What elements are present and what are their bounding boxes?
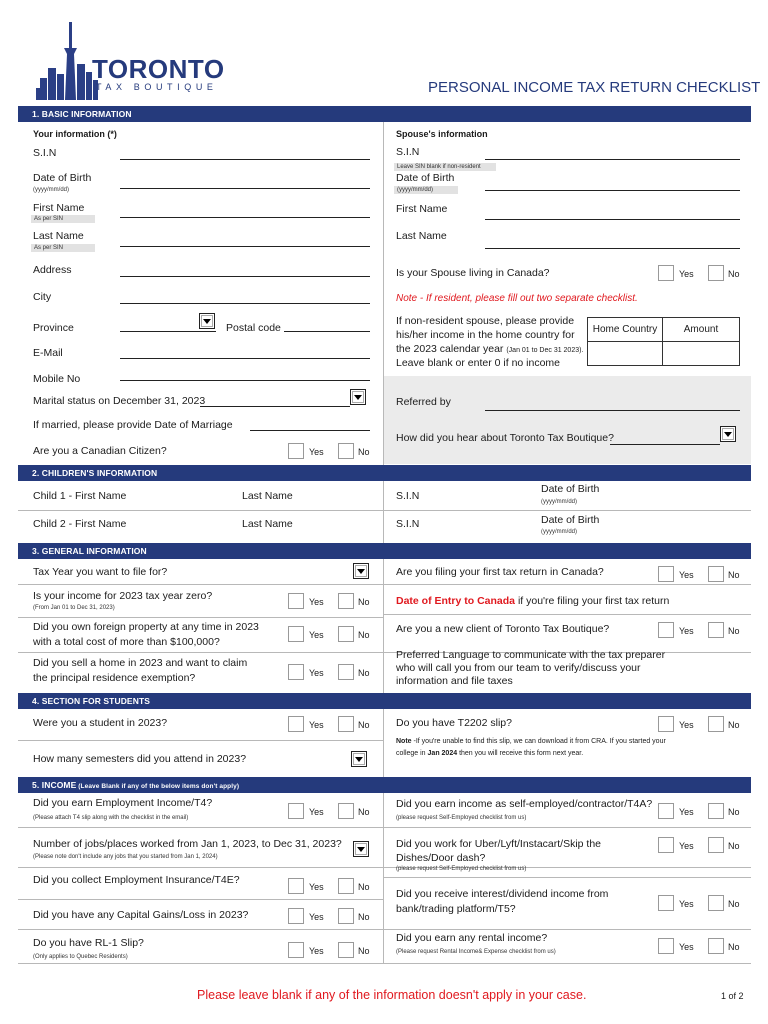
t2202-question: Do you have T2202 slip?: [396, 717, 512, 729]
t2202-no-label: No: [728, 720, 740, 730]
spouse-first-name-field[interactable]: [485, 219, 740, 220]
home-sale-yes-checkbox[interactable]: [288, 664, 304, 680]
language-text-1: Preferred Language to communicate with the tax preparer: [396, 649, 666, 661]
section-children-header: 2. CHILDREN'S INFORMATION: [18, 465, 751, 481]
home-sale-no-label: No: [358, 668, 370, 678]
dob-hint: (yyyy/mm/dd): [33, 187, 69, 193]
first-return-yes-checkbox[interactable]: [658, 566, 674, 582]
gig-work-question-2: Dishes/Door dash?: [396, 852, 486, 864]
spouse-last-name-field[interactable]: [485, 248, 740, 249]
spouse-info-heading: Spouse's information: [396, 129, 488, 139]
email-field[interactable]: [120, 358, 370, 359]
student-no-label: No: [358, 720, 370, 730]
amount-header: Amount: [663, 318, 740, 342]
new-client-yes-label: Yes: [679, 626, 694, 636]
t2202-no-checkbox[interactable]: [708, 716, 724, 732]
ei-no-checkbox[interactable]: [338, 878, 354, 894]
child2-first-name-label: Child 2 - First Name: [33, 518, 127, 530]
new-client-yes-checkbox[interactable]: [658, 622, 674, 638]
city-field[interactable]: [120, 303, 370, 304]
nonresident-text-3: the 2023 calendar year (Jan 01 to Dec 31 2023).: [396, 343, 584, 355]
citizen-no-checkbox[interactable]: [338, 443, 354, 459]
spouse-sin-field[interactable]: [485, 159, 740, 160]
referral-panel: [383, 376, 751, 464]
first-name-hint: As per SIN: [31, 215, 95, 223]
ei-question: Did you collect Employment Insurance/T4E?: [33, 874, 240, 886]
sin-label: S.I.N: [33, 147, 57, 159]
rental-question: Did you earn any rental income?: [396, 932, 548, 944]
t4-hint: (Please attach T4 slip along with the checklist in the email): [33, 815, 189, 821]
zero-income-no-checkbox[interactable]: [338, 593, 354, 609]
self-yes-checkbox[interactable]: [658, 803, 674, 819]
gig-no-checkbox[interactable]: [708, 837, 724, 853]
rental-yes-label: Yes: [679, 942, 694, 952]
nonresident-income-table: [587, 317, 740, 366]
income-row4-divider: [18, 929, 751, 930]
entry-date-label: Date of Entry to Canada if you're filing your first tax return: [396, 595, 670, 607]
student-yes-label: Yes: [309, 720, 324, 730]
marital-status-dropdown[interactable]: [350, 389, 366, 405]
citizen-question: Are you a Canadian Citizen?: [33, 445, 167, 457]
first-return-no-checkbox[interactable]: [708, 566, 724, 582]
hear-about-field[interactable]: [610, 444, 720, 445]
logo-wordmark: TORONTO: [92, 54, 225, 84]
child1-dob-hint: (yyyy/mm/dd): [541, 499, 577, 505]
column-divider-s5: [383, 793, 384, 963]
foreign-yes-checkbox[interactable]: [288, 626, 304, 642]
jobs-question: Number of jobs/places worked from Jan 1, 2023, to Dec 31, 2023?: [33, 838, 342, 850]
interest-yes-checkbox[interactable]: [658, 895, 674, 911]
gen-row2-right-divider: [383, 614, 751, 615]
mobile-field[interactable]: [120, 380, 370, 381]
foreign-property-question-1: Did you own foreign property at any time in 2023: [33, 621, 259, 633]
new-client-no-label: No: [728, 626, 740, 636]
section-general-header: 3. GENERAL INFORMATION: [18, 543, 751, 559]
t4-question: Did you earn Employment Income/T4?: [33, 797, 213, 809]
interest-no-label: No: [728, 899, 740, 909]
your-info-heading: Your information (*): [33, 129, 117, 139]
resident-note: Note - If resident, please fill out two separate checklist.: [396, 293, 638, 304]
child1-first-name-label: Child 1 - First Name: [33, 490, 127, 502]
income-row1-divider: [18, 827, 751, 828]
last-name-hint: As per SIN: [31, 244, 95, 252]
zero-income-yes-checkbox[interactable]: [288, 593, 304, 609]
first-return-no-label: No: [728, 570, 740, 580]
province-label: Province: [33, 322, 74, 334]
section-income-header: 5. INCOME (Leave Blank if any of the below items don't apply): [18, 777, 751, 793]
marital-status-field[interactable]: [200, 406, 350, 407]
citizen-yes-label: Yes: [309, 447, 324, 457]
capital-gains-question: Did you have any Capital Gains/Loss in 2023?: [33, 909, 249, 921]
t4-no-label: No: [358, 807, 370, 817]
jobs-hint: (Please note don't include any jobs that you started from Jan 1, 2024): [33, 854, 218, 860]
t2202-note-line-1: Note -If you're unable to find this slip, we can download it from CRA. If you started your: [396, 738, 666, 745]
zero-income-question: Is your income for 2023 tax year zero?: [33, 590, 213, 602]
spouse-dob-field[interactable]: [485, 190, 740, 191]
first-name-label: First Name: [33, 202, 85, 214]
home-country-input[interactable]: [588, 342, 663, 366]
self-yes-label: Yes: [679, 807, 694, 817]
nonresident-text-4: Leave blank or enter 0 if no income: [396, 357, 561, 369]
dob-label: Date of Birth: [33, 172, 92, 184]
rl1-question: Do you have RL-1 Slip?: [33, 937, 144, 949]
column-divider-s3: [383, 559, 384, 693]
section-basic-info-header: 1. BASIC INFORMATION: [18, 106, 751, 122]
t2202-note-line-2: college in Jan 2024 then you will receive this form next year.: [396, 750, 584, 757]
foreign-no-checkbox[interactable]: [338, 626, 354, 642]
t4-no-checkbox[interactable]: [338, 803, 354, 819]
section-students-header: 4. SECTION FOR STUDENTS: [18, 693, 751, 709]
address-field[interactable]: [120, 276, 370, 277]
self-no-checkbox[interactable]: [708, 803, 724, 819]
marriage-date-field[interactable]: [250, 430, 370, 431]
rental-no-label: No: [728, 942, 740, 952]
footer-note: Please leave blank if any of the information doesn't apply in your case.: [197, 988, 587, 1002]
email-label: E-Mail: [33, 347, 63, 359]
interest-yes-label: Yes: [679, 899, 694, 909]
capgain-no-checkbox[interactable]: [338, 908, 354, 924]
hear-about-dropdown[interactable]: [720, 426, 736, 442]
amount-input[interactable]: [663, 342, 740, 366]
postal-code-label: Postal code: [226, 322, 281, 334]
foreign-no-label: No: [358, 630, 370, 640]
rental-hint: (Please request Rental Income& Expense checklist from us): [396, 949, 556, 955]
income-bottom-divider: [18, 963, 751, 964]
language-text-2: who will call you from our team to verify/discuss your: [396, 662, 641, 674]
column-divider-s4: [383, 709, 384, 777]
home-country-header: Home Country: [588, 318, 663, 342]
first-return-question: Are you filing your first tax return in Canada?: [396, 566, 604, 578]
tax-year-dropdown[interactable]: [353, 563, 369, 579]
child2-dob-hint: (yyyy/mm/dd): [541, 529, 577, 535]
gig-yes-label: Yes: [679, 841, 694, 851]
citizen-no-label: No: [358, 447, 370, 457]
zero-income-no-label: No: [358, 597, 370, 607]
self-employed-question: Did you earn income as self-employed/contractor/T4A?: [396, 798, 653, 810]
marital-status-label: Marital status on December 31, 2023: [33, 395, 206, 407]
referred-by-field[interactable]: [485, 410, 740, 411]
child1-dob-label: Date of Birth: [541, 483, 600, 495]
zero-income-hint: (From Jan 01 to Dec 31, 2023): [33, 605, 115, 611]
semesters-dropdown[interactable]: [351, 751, 367, 767]
last-name-field[interactable]: [120, 246, 370, 247]
ei-yes-label: Yes: [309, 882, 324, 892]
interest-no-checkbox[interactable]: [708, 895, 724, 911]
home-sale-question-2: the principal residence exemption?: [33, 672, 196, 684]
gen-row1-divider: [18, 584, 751, 585]
spouse-sin-hint: Leave SIN blank if non-resident: [394, 163, 496, 171]
new-client-no-checkbox[interactable]: [708, 622, 724, 638]
child2-last-name-label: Last Name: [242, 518, 293, 530]
mobile-label: Mobile No: [33, 373, 81, 385]
rl1-no-label: No: [358, 946, 370, 956]
spouse-living-yes-checkbox[interactable]: [658, 265, 674, 281]
student-no-checkbox[interactable]: [338, 716, 354, 732]
income-row2-divider: [18, 867, 751, 868]
rl1-yes-checkbox[interactable]: [288, 942, 304, 958]
spouse-dob-label: Date of Birth: [396, 172, 455, 184]
capgain-yes-checkbox[interactable]: [288, 908, 304, 924]
home-sale-no-checkbox[interactable]: [338, 664, 354, 680]
tax-year-question: Tax Year you want to file for?: [33, 566, 168, 578]
ei-no-label: No: [358, 882, 370, 892]
home-sale-question-1: Did you sell a home in 2023 and want to claim: [33, 657, 248, 669]
spouse-living-yes-label: Yes: [679, 269, 694, 279]
t2202-yes-checkbox[interactable]: [658, 716, 674, 732]
gig-yes-checkbox[interactable]: [658, 837, 674, 853]
self-employed-hint: (please request Self-Employed checklist from us): [396, 815, 527, 821]
capgain-no-label: No: [358, 912, 370, 922]
spouse-living-no-label: No: [728, 269, 740, 279]
gig-work-hint: (please request Self-Employed checklist from us): [396, 866, 527, 872]
child1-sin-label: S.I.N: [396, 490, 420, 502]
page-number: 1 of 2: [721, 991, 744, 1001]
spouse-first-name-label: First Name: [396, 203, 448, 215]
interest-question-1: Did you receive interest/dividend income from: [396, 888, 609, 900]
rental-yes-checkbox[interactable]: [658, 938, 674, 954]
t4-yes-checkbox[interactable]: [288, 803, 304, 819]
first-name-field[interactable]: [120, 217, 370, 218]
province-dropdown[interactable]: [199, 313, 215, 329]
nonresident-text-1: If non-resident spouse, please provide: [396, 315, 575, 327]
spouse-last-name-label: Last Name: [396, 230, 447, 242]
t2202-yes-label: Yes: [679, 720, 694, 730]
child1-row-divider: [18, 510, 751, 511]
address-label: Address: [33, 264, 72, 276]
page-title: PERSONAL INCOME TAX RETURN CHECKLIST: [428, 79, 761, 96]
rl1-no-checkbox[interactable]: [338, 942, 354, 958]
hear-about-label: How did you hear about Toronto Tax Boutique?: [396, 432, 614, 444]
zero-income-yes-label: Yes: [309, 597, 324, 607]
student-question: Were you a student in 2023?: [33, 717, 168, 729]
gen-row2-left-divider: [18, 617, 383, 618]
rental-no-checkbox[interactable]: [708, 938, 724, 954]
company-logo: [36, 20, 232, 102]
child2-dob-label: Date of Birth: [541, 514, 600, 526]
capgain-yes-label: Yes: [309, 912, 324, 922]
student-row-divider: [18, 740, 383, 741]
t4-yes-label: Yes: [309, 807, 324, 817]
gig-work-question-1: Did you work for Uber/Lyft/Instacart/Skip the: [396, 838, 602, 850]
sin-field[interactable]: [120, 159, 370, 160]
column-divider: [383, 122, 384, 465]
last-name-label: Last Name: [33, 230, 84, 242]
child2-sin-label: S.I.N: [396, 518, 420, 530]
referred-by-label: Referred by: [396, 396, 451, 408]
self-no-label: No: [728, 807, 740, 817]
income-row3-right-divider: [383, 877, 751, 878]
marriage-date-label: If married, please provide Date of Marriage: [33, 419, 233, 431]
foreign-property-question-2: with a total cost of more than $100,000?: [33, 636, 220, 648]
rl1-yes-label: Yes: [309, 946, 324, 956]
nonresident-text-2: his/her income in the home country for: [396, 329, 575, 341]
student-yes-checkbox[interactable]: [288, 716, 304, 732]
semesters-question: How many semesters did you attend in 2023?: [33, 753, 247, 765]
foreign-yes-label: Yes: [309, 630, 324, 640]
spouse-living-question: Is your Spouse living in Canada?: [396, 267, 550, 279]
citizen-yes-checkbox[interactable]: [288, 443, 304, 459]
new-client-question: Are you a new client of Toronto Tax Boutique?: [396, 623, 610, 635]
rl1-hint: (Only applies to Quebec Residents): [33, 954, 128, 960]
spouse-living-no-checkbox[interactable]: [708, 265, 724, 281]
ei-yes-checkbox[interactable]: [288, 878, 304, 894]
interest-question-2: bank/trading platform/T5?: [396, 903, 516, 915]
spouse-dob-hint: (yyyy/mm/dd): [394, 186, 458, 194]
spouse-sin-label: S.I.N: [396, 146, 420, 158]
postal-code-field[interactable]: [284, 331, 370, 332]
logo-tagline: TAX BOUTIQUE: [96, 82, 218, 92]
dob-field[interactable]: [120, 188, 370, 189]
language-text-3: information and file taxes: [396, 675, 513, 687]
city-label: City: [33, 291, 52, 303]
province-field[interactable]: [120, 331, 216, 332]
jobs-dropdown[interactable]: [353, 841, 369, 857]
column-divider-s2: [383, 481, 384, 543]
gig-no-label: No: [728, 841, 740, 851]
income-row3-left-divider: [18, 899, 383, 900]
child1-last-name-label: Last Name: [242, 490, 293, 502]
first-return-yes-label: Yes: [679, 570, 694, 580]
home-sale-yes-label: Yes: [309, 668, 324, 678]
